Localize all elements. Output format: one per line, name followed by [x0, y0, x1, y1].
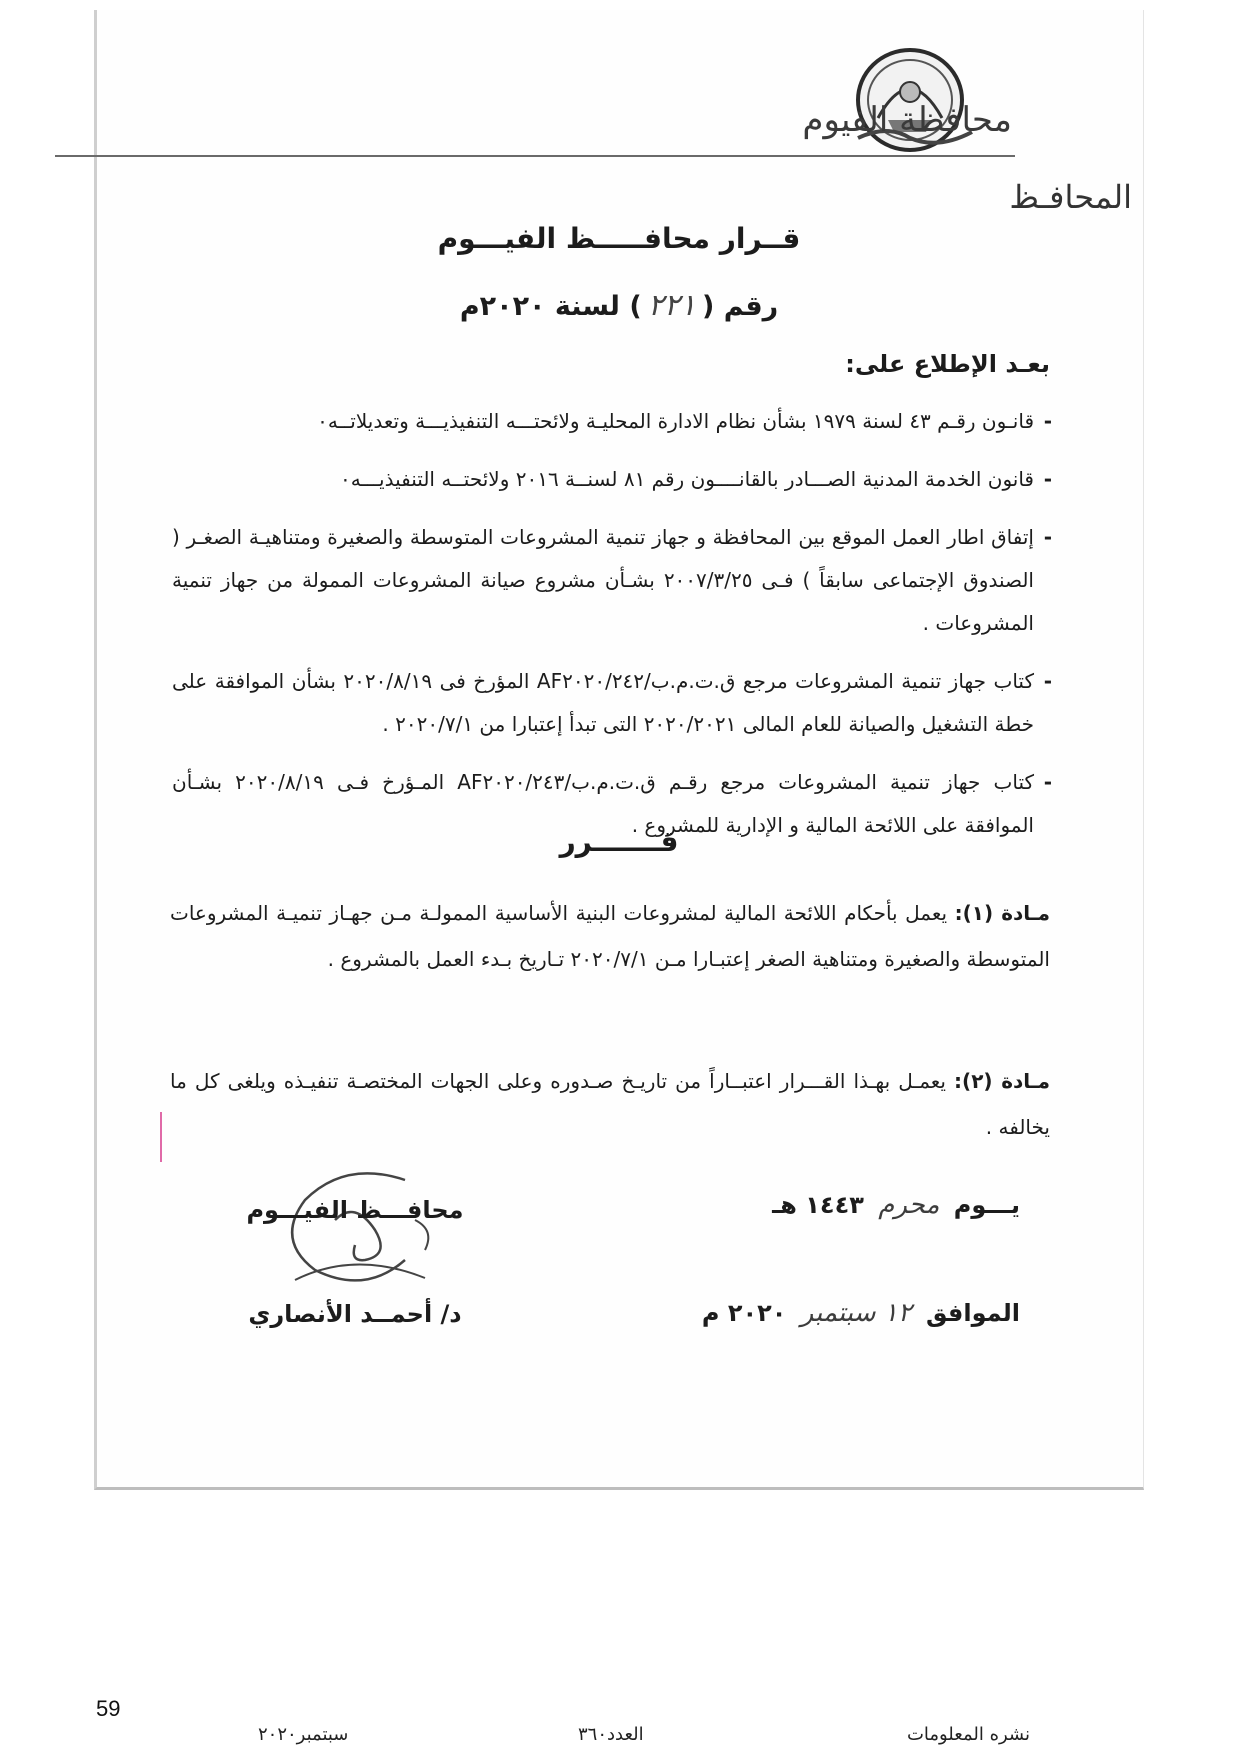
decree-title: قــرار محافـــــظ الفيـــوم [437, 222, 801, 255]
hijri-date [720, 1190, 1020, 1220]
margin-highlight-mark [160, 1112, 162, 1162]
governorate-name: محافظة الفيوم [802, 100, 1012, 140]
signatory-name: د/ أحمــد الأنصاري [248, 1300, 462, 1328]
page-number: 59 [96, 1696, 121, 1721]
list-item: - إتفاق اطار العمل الموقع بين المحافظة و جهاز تنمية المشروعات المتوسطة والصغيرة ومتناهيـة الصغـر ( الصندوق الإجتماعى سابقاً ) فـى ٢٠٠٧/٣/٢٥ بشـأن مشروع صيانة المشروعات الممولة من جهاز تنمية المشروعات . [172, 516, 1052, 645]
article-1 [170, 890, 1050, 982]
hijri-day-handwritten: محرم [878, 1190, 940, 1220]
greg-label: الموافق [926, 1299, 1020, 1327]
day-label: يـــوم [953, 1191, 1020, 1219]
preamble-heading: بعـد الإطلاع على: [845, 350, 1050, 378]
header-divider [55, 155, 1015, 157]
list-item: - كتاب جهاز تنمية المشروعات مرجع رقـم ق.ت.م.ب/AF٢٠٢٠/٢٤٣ المـؤرخ فـى ٢٠٢٠/٨/١٩ بشـأن الموافقة على اللائحة المالية و الإدارية للمشروع . [172, 761, 1052, 847]
footer-publication: نشره المعلومات [906, 1724, 1030, 1745]
article-text: يعمـل بهـذا القـــرار اعتبــاراً من تاريـخ صـدوره وعلى الجهات المختصـة تنفيـذه ويلغى كل ما يخالفه . [170, 1069, 1050, 1139]
gregorian-date [701, 1298, 1020, 1328]
article-text: يعمل بأحكام اللائحة المالية لمشروعات البنية الأساسية الممولـة مـن جهـاز تنميـة المشروعات المتوسطة والصغيرة ومتناهية الصغر إعتبـارا مـن ٢٠٢٠/٧/١ تـاريخ بـدء العمل بالمشروع . [170, 901, 1050, 971]
signatory-title: محافـــظ الفيـــوم [246, 1196, 464, 1224]
decided-heading: قـــــــرر [559, 825, 679, 858]
article-label: مـادة (٢): [954, 1069, 1051, 1093]
decree-number [94, 288, 1144, 323]
decree-number-prefix: رقم ( [702, 291, 779, 322]
references-list [172, 400, 1052, 862]
handwritten-signature [255, 1160, 475, 1300]
article-2 [170, 1058, 1050, 1150]
list-item: - قانون الخدمة المدنية الصـــادر بالقانــــون رقم ٨١ لسنــة ٢٠١٦ ولائحتــه التنفيذيـــه٠ [172, 458, 1052, 501]
list-item: - كتاب جهاز تنمية المشروعات مرجع ق.ت.م.ب/AF٢٠٢٠/٢٤٢ المؤرخ فى ٢٠٢٠/٨/١٩ بشأن الموافقة على خطة التشغيل والصيانة للعام المالى ٢٠٢٠/٢٠٢١ التى تبدأ إعتبارا من ٢٠٢٠/٧/١ . [172, 660, 1052, 746]
decree-number-handwritten: ٢٢١ [647, 288, 697, 323]
article-label: مـادة (١): [954, 901, 1050, 925]
office-title: المحافـظ [1009, 178, 1132, 216]
footer-month: سبتمبر٢٠٢٠ [258, 1724, 349, 1745]
footer-issue: العدد٣٦٠ [578, 1724, 644, 1745]
list-item: - قانـون رقـم ٤٣ لسنة ١٩٧٩ بشأن نظام الادارة المحليـة ولائحتـــه التنفيذيـــة وتعديلاتــه٠ [172, 400, 1052, 443]
hijri-year: ١٤٤٣ هـ [772, 1191, 864, 1219]
greg-year: ٢٠٢٠ م [701, 1299, 787, 1327]
decree-number-suffix: ) لسنة ٢٠٢٠م [459, 291, 642, 322]
greg-day-handwritten: ١٢ سبتمبر [800, 1298, 912, 1328]
